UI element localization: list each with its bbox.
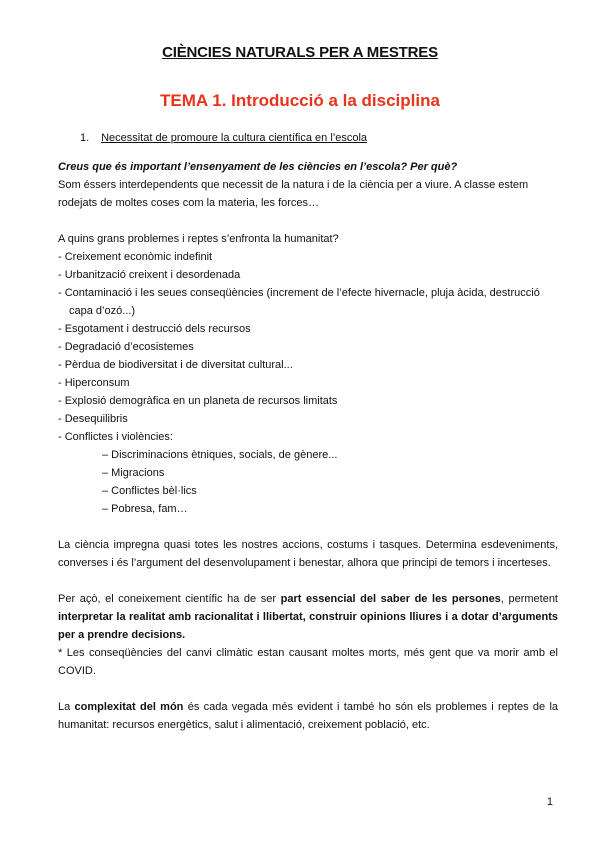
- list-item: - Degradació d’ecosistemes: [58, 341, 194, 353]
- document-body: [58, 158, 558, 734]
- list-item: - Conflictes i violències:: [58, 431, 173, 443]
- list-item: - Contaminació i les seues conseqüències (increment de l’efecte hivernacle, pluja àcida, destrucció capa d’ozó...): [58, 287, 540, 317]
- sub-list-item: – Migracions: [102, 467, 165, 479]
- problems-list: [58, 248, 558, 446]
- page-number: 1: [546, 796, 553, 808]
- section-title: Necessitat de promoure la cultura científica en l’escola: [101, 132, 368, 144]
- bold-phrase: interpretar la realitat amb racionalitat i llibertat, construir opinions lliures i a dotar d’arguments per a prendre decisions.: [58, 611, 558, 641]
- section-heading: [80, 132, 367, 144]
- complexity-paragraph: La complexitat del món és cada vegada més evident i també ho són els problemes i reptes de la humanitat: recursos energètics, salut i alimentació, creixement població, etc.: [58, 701, 559, 731]
- bold-phrase: complexitat del món: [74, 701, 184, 713]
- climate-note: * Les conseqüències del canvi climàtic estan causant moltes morts, més gent que va morir amb el COVID.: [58, 647, 558, 677]
- science-paragraph: La ciència impregna quasi totes les nostres accions, costums i tasques. Determina esdeveniments, converses i és l’argument del desenvolupament i benestar, alhora que principi de temors i incerteses.: [58, 539, 558, 569]
- question: Creus que és important l’ensenyament de les ciències en l’escola? Per què?: [58, 161, 458, 173]
- list-item: - Esgotament i destrucció dels recursos: [58, 323, 251, 335]
- sub-list-item: – Discriminacions ètniques, socials, de gènere...: [102, 449, 338, 461]
- conflicts-sublist: [58, 446, 558, 518]
- list-item: - Desequilibris: [58, 413, 128, 425]
- list-item: - Creixement econòmic indefinit: [58, 251, 213, 263]
- sub-list-item: – Pobresa, fam…: [102, 503, 188, 515]
- list-item: - Explosió demogràfica en un planeta de recursos limitats: [58, 395, 338, 407]
- document-title: CIÈNCIES NATURALS PER A MESTRES: [162, 44, 438, 61]
- list-item: - Pèrdua de biodiversitat i de diversitat cultural...: [58, 359, 293, 371]
- sub-list-item: – Conflictes bèl·lics: [102, 485, 197, 497]
- section-number: 1.: [80, 132, 90, 144]
- intro-paragraph: Som éssers interdependents que necessit de la natura i de la ciència per a viure. A classe estem rodejats de moltes coses com la materia, les forces…: [58, 179, 529, 209]
- knowledge-paragraph: Per açò, el coneixement científic ha de ser part essencial del saber de les persones, permetent interpretar la realitat amb racionalitat i llibertat, construir opinions lliures i a dotar d’arguments per a prendre decisions.: [58, 593, 558, 641]
- problems-heading: A quins grans problemes i reptes s’enfronta la humanitat?: [58, 233, 339, 245]
- bold-phrase: part essencial del saber de les persones: [280, 593, 501, 605]
- topic-title: TEMA 1. Introducció a la disciplina: [160, 91, 440, 110]
- list-item: - Urbanització creixent i desordenada: [58, 269, 241, 281]
- list-item: - Hiperconsum: [58, 377, 130, 389]
